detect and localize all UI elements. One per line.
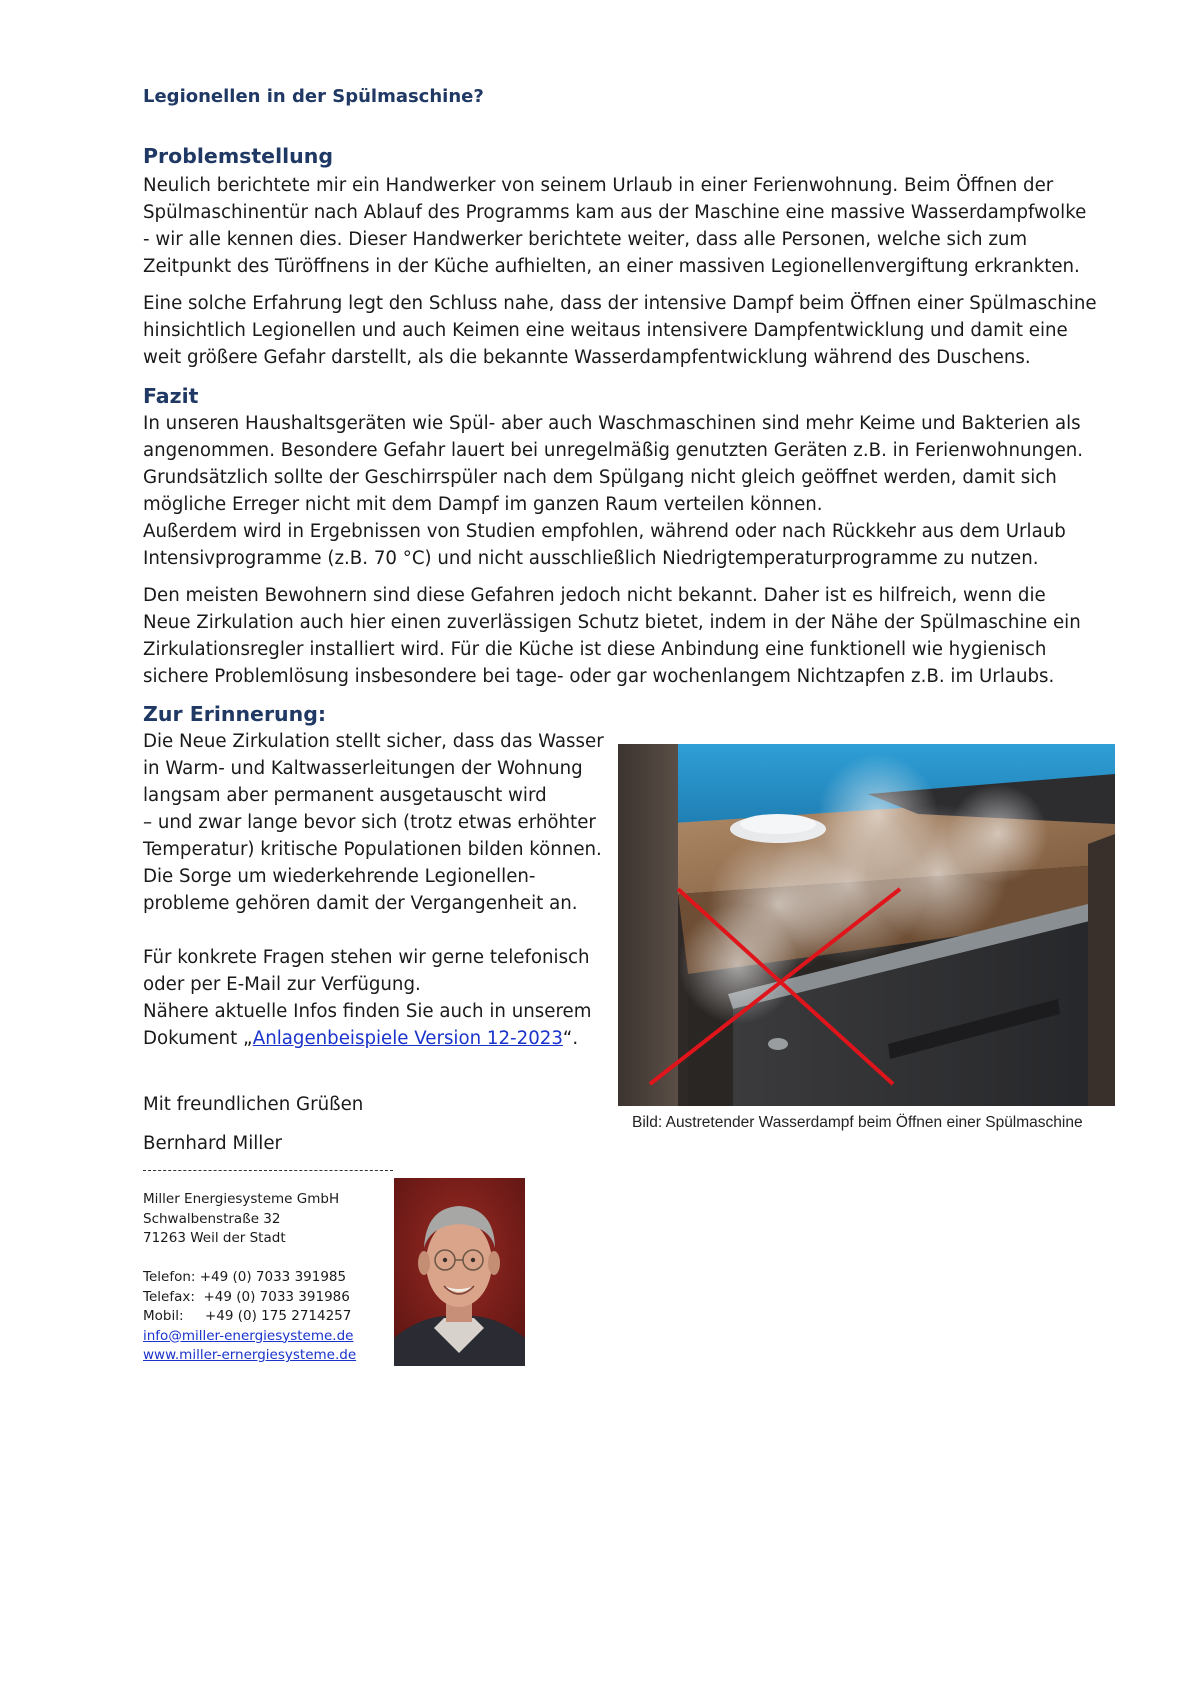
text-line: Intensivprogramme (z.B. 70 °C) und nicht ausschließlich Niedrigtemperaturprogramme zu nutzen.	[143, 548, 1039, 569]
text-line: Grundsätzlich sollte der Geschirrspüler nach dem Spülgang nicht gleich geöffnet werden, damit sich	[143, 467, 1057, 488]
doc-prefix: Dokument „	[143, 1028, 253, 1049]
text-line: Zirkulationsregler installiert wird. Für die Küche ist diese Anbindung eine funktionell wie hygienisch	[143, 639, 1047, 660]
text-line: Spülmaschinentür nach Ablauf des Programms kam aus der Maschine eine massive Wasserdampfwolke	[143, 202, 1087, 223]
reminder-paragraph-2	[143, 944, 613, 1052]
document-reference-line	[143, 1025, 613, 1052]
text-line: oder per E-Mail zur Verfügung.	[143, 974, 421, 995]
image-caption: Bild: Austretender Wasserdampf beim Öffnen einer Spülmaschine	[632, 1114, 1083, 1131]
text-line: langsam aber permanent ausgetauscht wird	[143, 785, 547, 806]
dishwasher-steam-photo	[618, 744, 1115, 1106]
signature-block	[143, 1190, 356, 1366]
text-line: probleme gehören damit der Vergangenheit an.	[143, 893, 578, 914]
text-line: hinsichtlich Legionellen und auch Keimen eine weitaus intensivere Dampfentwicklung und damit eine	[143, 320, 1068, 341]
text-line: Außerdem wird in Ergebnissen von Studien empfohlen, während oder nach Rückkehr aus dem Urlaub	[143, 521, 1066, 542]
reminder-paragraph-1	[143, 728, 613, 917]
email-link[interactable]: info@miller-energiesysteme.de	[143, 1327, 354, 1344]
document-title: Legionellen in der Spülmaschine?	[143, 86, 484, 107]
street-address: Schwalbenstraße 32	[143, 1210, 281, 1227]
problem-paragraph-1	[143, 172, 1088, 280]
greeting: Mit freundlichen Grüßen	[143, 1094, 364, 1115]
text-line: in Warm- und Kaltwasserleitungen der Wohnung	[143, 758, 583, 779]
city-address: 71263 Weil der Stadt	[143, 1230, 286, 1246]
spacer	[143, 1249, 356, 1269]
text-line: Neue Zirkulation auch hier einen zuverlässigen Schutz bietet, indem in der Nähe der Spülmaschine ein	[143, 612, 1081, 633]
text-line: sichere Problemlösung insbesondere bei tage- oder gar wochenlangem Nichtzapfen z.B. im Urlaubs.	[143, 666, 1055, 687]
text-line: angenommen. Besondere Gefahr lauert bei unregelmäßig genutzten Geräten z.B. in Ferienwohnungen.	[143, 440, 1084, 461]
text-line: Die Neue Zirkulation stellt sicher, dass das Wasser	[143, 731, 604, 752]
text-line: mögliche Erreger nicht mit dem Dampf im ganzen Raum verteilen können.	[143, 494, 823, 515]
website-link[interactable]: www.miller-ernergiesysteme.de	[143, 1347, 357, 1363]
sender-name: Bernhard Miller	[143, 1133, 283, 1154]
text-line: Den meisten Bewohnern sind diese Gefahren jedoch nicht bekannt. Daher ist es hilfreich, wenn die	[143, 585, 1046, 606]
problem-paragraph-2	[143, 290, 1097, 371]
signature-separator	[143, 1170, 393, 1171]
anlagenbeispiele-link[interactable]: Anlagenbeispiele Version 12-2023	[252, 1028, 563, 1049]
text-line: Temperatur) kritische Populationen bilden können.	[143, 839, 602, 860]
company-name: Miller Energiesysteme GmbH	[143, 1191, 340, 1207]
heading-fazit: Fazit	[143, 384, 199, 408]
text-line: Zeitpunkt des Türöffnens in der Küche aufhielten, an einer massiven Legionellenvergiftung erkrankten.	[143, 256, 1080, 277]
text-line: Die Sorge um wiederkehrende Legionellen-	[143, 866, 536, 887]
text-line: Neulich berichtete mir ein Handwerker von seinem Urlaub in einer Ferienwohnung. Beim Öffnen der	[143, 175, 1054, 196]
text-line: - wir alle kennen dies. Dieser Handwerker berichtete weiter, dass alle Personen, welche sich zum	[143, 229, 1028, 250]
fazit-paragraph-2	[143, 582, 1088, 690]
text-line: – und zwar lange bevor sich (trotz etwas erhöhter	[143, 812, 596, 833]
text-line: In unseren Haushaltsgeräten wie Spül- aber auch Waschmaschinen sind mehr Keime und Bakterien als	[143, 413, 1081, 434]
heading-problem: Problemstellung	[143, 144, 334, 168]
heading-reminder: Zur Erinnerung:	[143, 702, 327, 726]
doc-suffix: “.	[562, 1028, 579, 1049]
text-line: weit größere Gefahr darstellt, als die bekannte Wasserdampfentwicklung während des Duschens.	[143, 347, 1031, 368]
phone-number: Telefon: +49 (0) 7033 391985	[143, 1269, 347, 1285]
fax-number: Telefax: +49 (0) 7033 391986	[143, 1288, 350, 1305]
text-line: Eine solche Erfahrung legt den Schluss nahe, dass der intensive Dampf beim Öffnen einer Spülmaschine	[143, 293, 1097, 314]
text-line: Für konkrete Fragen stehen wir gerne telefonisch	[143, 947, 590, 968]
portrait-photo	[394, 1178, 525, 1366]
mobile-number: Mobil: +49 (0) 175 2714257	[143, 1308, 352, 1324]
fazit-paragraph-1	[143, 410, 1088, 572]
text-line: Nähere aktuelle Infos finden Sie auch in unserem	[143, 1001, 592, 1022]
